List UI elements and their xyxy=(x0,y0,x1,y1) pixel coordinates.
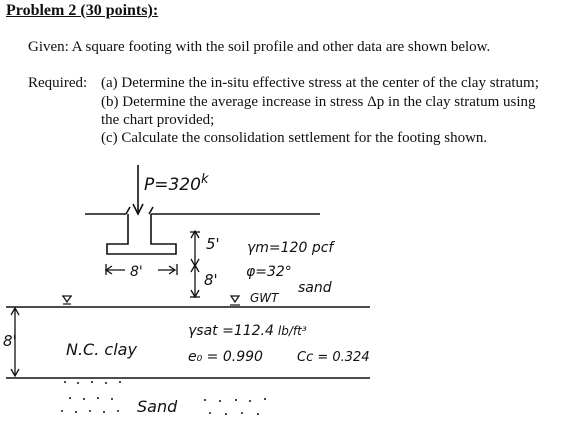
phi-label: φ=32° xyxy=(246,264,292,280)
required-b-line2: the chart provided; xyxy=(101,112,215,128)
given-text: Given: A square footing with the soil profile and other data are shown below. xyxy=(28,39,491,55)
embed-depth-label: 5' xyxy=(206,235,220,253)
clay-layer-boundaries xyxy=(6,307,370,378)
load-arrow xyxy=(133,165,143,214)
gwt-symbol xyxy=(62,296,240,305)
gamma-m-label: γm=120 pcf xyxy=(247,240,334,256)
problem-points: (30 points): xyxy=(80,2,159,19)
lower-soil-label: Sand xyxy=(137,397,178,416)
footing-width-label: 8' xyxy=(130,264,143,280)
clay-label: N.C. clay xyxy=(66,340,137,359)
problem-label: Problem 2 xyxy=(6,2,77,19)
gwt-depth-label: 8' xyxy=(204,271,218,289)
load-label: $P=320^k$ xyxy=(144,172,209,195)
embed-depth-dimension xyxy=(190,231,200,297)
clay-thickness-dimension xyxy=(11,308,19,376)
cc-label: Cc = 0.324 xyxy=(297,350,370,365)
gamma-sat-label: γsat =112.4 lb/ft³ xyxy=(188,323,307,339)
required-b-line1: (b) Determine the average increase in stress Δp in the clay stratum using xyxy=(101,94,536,110)
e0-label: e₀ = 0.990 xyxy=(188,349,263,365)
sand-texture xyxy=(61,381,266,415)
clay-thickness-label: 8' xyxy=(3,332,17,350)
required-c: (c) Calculate the consolidation settlement for the footing shown. xyxy=(101,130,488,146)
problem-title xyxy=(6,2,158,20)
gwt-label: GWT xyxy=(250,291,279,305)
footing-width-dimension xyxy=(106,264,177,275)
footing xyxy=(107,207,176,254)
upper-soil-label: sand xyxy=(298,280,332,296)
required-label: Required: xyxy=(28,75,88,91)
required-a: (a) Determine the in-situ effective stress at the center of the clay stratum; xyxy=(101,75,539,91)
